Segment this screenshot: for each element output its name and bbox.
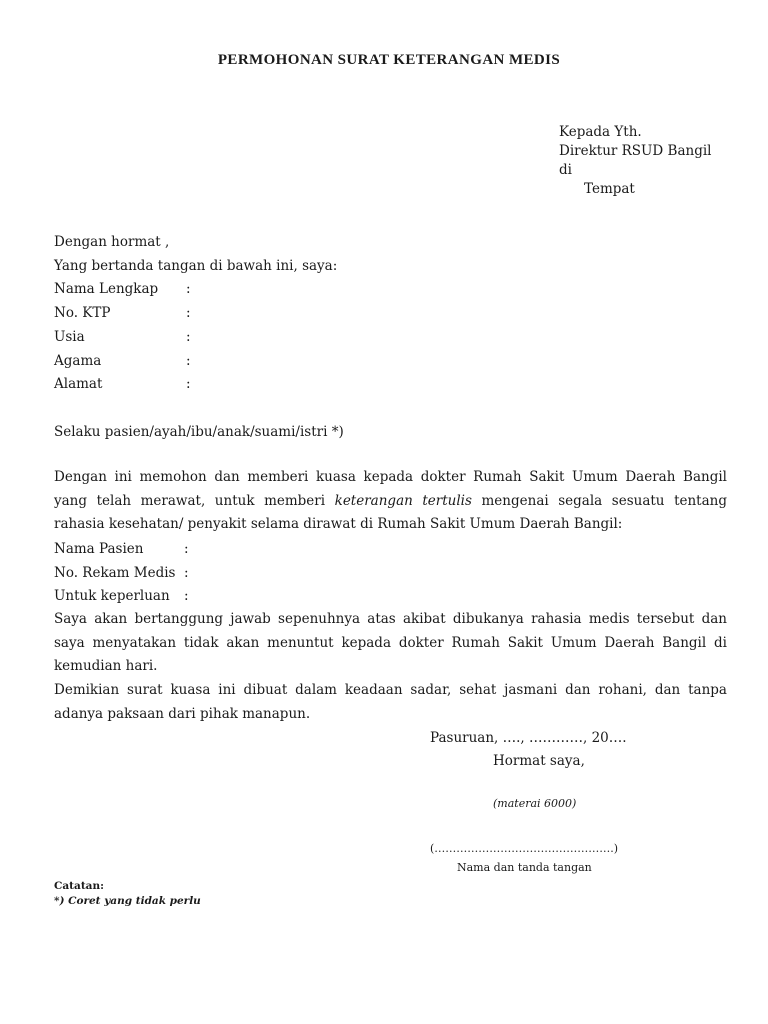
paragraph-line: kemudian hari. [54, 658, 158, 674]
field-label: Alamat [54, 376, 103, 392]
patient-field-row [54, 541, 189, 557]
signature-caption: Nama dan tanda tangan [457, 861, 592, 874]
field-label: Usia [54, 329, 85, 345]
paragraph-line: saya menyatakan tidak akan menuntut kepada dokter Rumah Sakit Umum Daerah Bangil di [54, 634, 727, 651]
relation-text: Selaku pasien/ayah/ibu/anak/suami/istri *) [54, 424, 344, 440]
recipient-line: Direktur RSUD Bangil [559, 143, 712, 159]
paragraph-line: rahasia kesehatan/ penyakit selama dirawat di Rumah Sakit Umum Daerah Bangil: [54, 516, 623, 532]
emphasis-text: keterangan tertulis [334, 492, 472, 509]
field-separator: : [186, 305, 191, 321]
field-label: Agama [54, 353, 102, 369]
note-title: Catatan: [54, 880, 104, 892]
field-separator: : [186, 329, 191, 345]
field-label: No. KTP [54, 305, 111, 321]
field-separator: : [186, 281, 191, 297]
intro-text: Yang bertanda tangan di bawah ini, saya: [54, 258, 338, 274]
recipient-line: Kepada Yth. [559, 124, 642, 140]
greeting: Dengan hormat , [54, 234, 170, 250]
patient-field-row [54, 588, 189, 604]
paragraph-line: Dengan ini memohon dan memberi kuasa kepada dokter Rumah Sakit Umum Daerah Bangil [54, 469, 727, 485]
note-body: *) Coret yang tidak perlu [54, 895, 201, 907]
paragraph-line: adanya paksaan dari pihak manapun. [54, 705, 311, 722]
field-separator: : [184, 588, 189, 604]
recipient-line: Tempat [584, 181, 635, 197]
paragraph-responsibility [54, 608, 727, 679]
place-date: Pasuruan, …., …………, 20…. [430, 730, 627, 746]
text-segment: yang telah merawat, untuk memberi [54, 492, 335, 509]
field-label: No. Rekam Medis [54, 565, 176, 581]
applicant-field-row [54, 281, 191, 297]
paragraph-closing [54, 679, 727, 726]
closing-salutation: Hormat saya, [493, 753, 585, 769]
paragraph-line: Saya akan bertanggung jawab sepenuhnya atas akibat dibukanya rahasia medis tersebut dan [54, 611, 727, 627]
paragraph-request [54, 466, 727, 537]
applicant-field-row [54, 305, 191, 321]
paragraph-line: Demikian surat kuasa ini dibuat dalam keadaan sadar, sehat jasmani dan rohani, dan tanpa [54, 682, 727, 698]
field-separator: : [184, 541, 189, 557]
paragraph-line [54, 490, 727, 514]
stamp-note: (materai 6000) [493, 797, 577, 810]
field-label: Untuk keperluan [54, 588, 170, 604]
applicant-field-row [54, 329, 191, 345]
applicant-field-row [54, 376, 191, 392]
field-separator: : [184, 565, 189, 581]
field-label: Nama Pasien [54, 541, 144, 557]
patient-field-row [54, 565, 189, 581]
document-title: PERMOHONAN SURAT KETERANGAN MEDIS [217, 52, 561, 68]
field-separator: : [186, 376, 191, 392]
signature-line: (………………………………………….) [430, 842, 619, 855]
recipient-line: di [559, 162, 572, 178]
recipient-block [559, 123, 711, 199]
field-label: Nama Lengkap [54, 281, 159, 297]
applicant-field-row [54, 353, 191, 369]
field-separator: : [186, 353, 191, 369]
text-segment: mengenai segala sesuatu tentang [471, 492, 727, 509]
